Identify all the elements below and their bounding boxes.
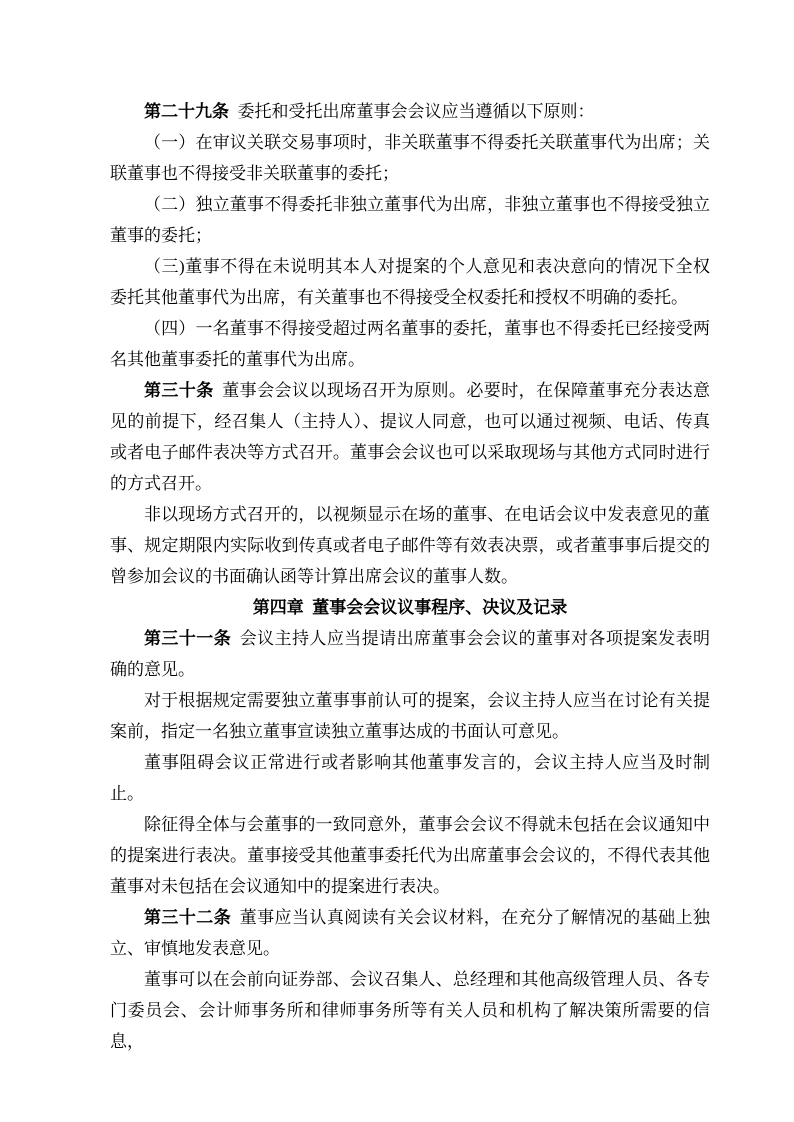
para-article-31-cont-2 bbox=[110, 747, 710, 809]
chapter-4-number: 第四章 bbox=[252, 598, 304, 617]
article-30-number: 第三十条 bbox=[144, 381, 214, 400]
article-32-text: 董事应当认真阅读有关会议材料，在充分了解情况的基础上独立、审慎地发表意见。 bbox=[110, 908, 711, 958]
para-article-30-cont bbox=[110, 499, 710, 592]
para-article-30-cont-text: 非以现场方式召开的，以视频显示在场的董事、在电话会议中发表意见的董事、规定期限内实际收到传真或者电子邮件等有效表决票，或者董事事后提交的曾参加会议的书面确认函等计算出席会议的董事人数。 bbox=[110, 505, 710, 586]
para-article-32 bbox=[110, 902, 710, 964]
chapter-4-title: 董事会会议议事程序、决议及记录 bbox=[312, 598, 568, 617]
para-article-32-cont bbox=[110, 964, 710, 1057]
para-item-4 bbox=[110, 313, 710, 375]
para-article-32-cont-text: 董事可以在会前向证券部、会议召集人、总经理和其他高级管理人员、各专门委员会、会计师事务所和律师事务所等有关人员和机构了解决策所需要的信息， bbox=[110, 970, 710, 1051]
para-article-31-cont-1-text: 对于根据规定需要独立董事事前认可的提案，会议主持人应当在讨论有关提案前，指定一名独立董事宣读独立董事达成的书面认可意见。 bbox=[110, 691, 710, 741]
para-item-1-text: （一）在审议关联交易事项时，非关联董事不得委托关联董事代为出席；关联董事也不得接受非关联董事的委托； bbox=[110, 133, 710, 183]
article-29-number: 第二十九条 bbox=[144, 102, 229, 121]
para-item-2 bbox=[110, 189, 710, 251]
para-item-2-text: （二）独立董事不得委托非独立董事代为出席，非独立董事也不得接受独立董事的委托； bbox=[110, 195, 710, 245]
article-30-text: 董事会会议以现场召开为原则。必要时，在保障董事充分表达意见的前提下，经召集人（主持人）、提议人同意，也可以通过视频、电话、传真或者电子邮件表决等方式召开。董事会会议也可以采取现场与其他方式同时进行的方式召开。 bbox=[110, 381, 711, 493]
para-item-4-text: （四）一名董事不得接受超过两名董事的委托，董事也不得委托已经接受两名其他董事委托的董事代为出席。 bbox=[110, 319, 710, 369]
para-item-3-text: （三)董事不得在未说明其本人对提案的个人意见和表决意向的情况下全权委托其他董事代为出席，有关董事也不得接受全权委托和授权不明确的委托。 bbox=[110, 257, 710, 307]
article-31-text: 会议主持人应当提请出席董事会会议的董事对各项提案发表明确的意见。 bbox=[110, 629, 711, 679]
para-article-31-cont-3 bbox=[110, 809, 710, 902]
document-text-block bbox=[110, 96, 710, 1057]
para-article-29 bbox=[110, 96, 710, 127]
para-article-30 bbox=[110, 375, 710, 499]
para-item-1 bbox=[110, 127, 710, 189]
article-29-text: 委托和受托出席董事会会议应当遵循以下原则： bbox=[237, 102, 595, 121]
para-item-3 bbox=[110, 251, 710, 313]
chapter-4-heading bbox=[110, 592, 710, 623]
para-article-31 bbox=[110, 623, 710, 685]
article-31-number: 第三十一条 bbox=[144, 629, 232, 648]
article-32-number: 第三十二条 bbox=[144, 908, 232, 927]
para-article-31-cont-1 bbox=[110, 685, 710, 747]
para-article-31-cont-2-text: 董事阻碍会议正常进行或者影响其他董事发言的，会议主持人应当及时制止。 bbox=[110, 753, 710, 803]
para-article-31-cont-3-text: 除征得全体与会董事的一致同意外，董事会会议不得就未包括在会议通知中的提案进行表决。董事接受其他董事委托代为出席董事会会议的，不得代表其他董事对未包括在会议通知中的提案进行表决。 bbox=[110, 815, 710, 896]
